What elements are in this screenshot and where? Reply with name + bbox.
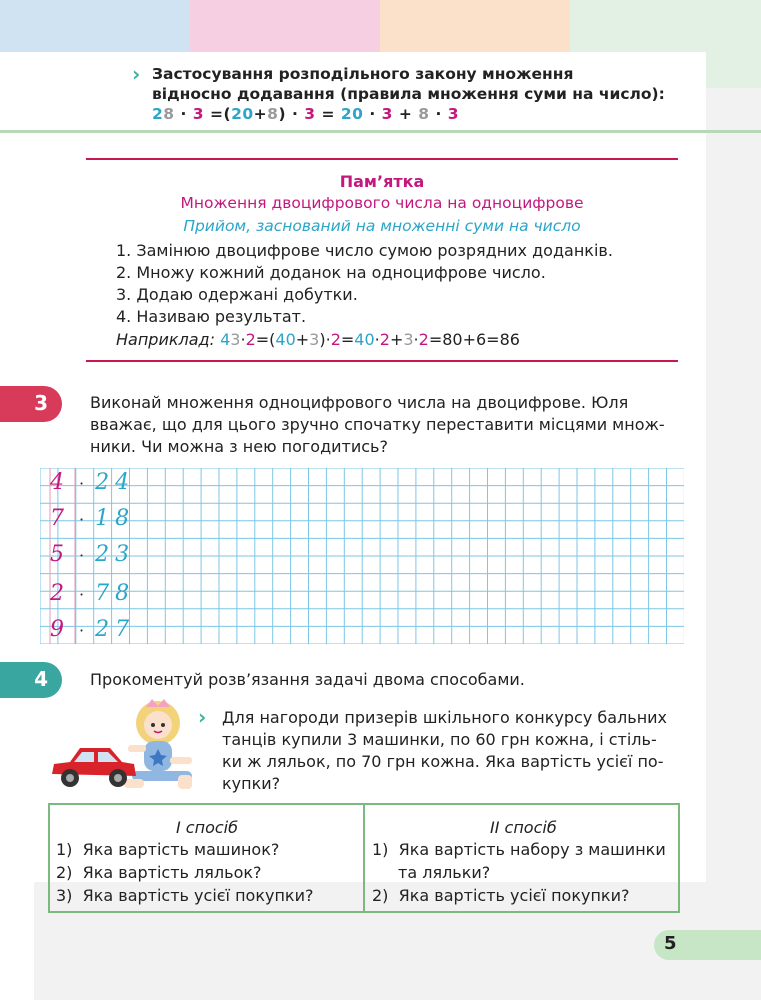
- hw-digit: 5: [50, 542, 64, 567]
- example-result: 6: [475, 330, 487, 349]
- memo-item: 2. Множу кожний доданок на одноцифрове число.: [116, 263, 546, 282]
- example-result: 80: [442, 330, 463, 349]
- example-label: Наприклад:: [116, 330, 215, 349]
- formula-digit: 20: [340, 105, 364, 123]
- problem-line: танців купили 3 машинки, по 60 грн кожна, і стіль-: [222, 730, 657, 749]
- intro-line-2: відносно додавання (правила множення суми на число):: [152, 85, 665, 103]
- example-op: =: [340, 330, 355, 349]
- formula-digit: 8: [163, 105, 175, 123]
- memo-item: 3. Додаю одержані добутки.: [116, 285, 358, 304]
- problem-line: Для нагороди призерів шкільного конкурсу бальних: [222, 708, 668, 727]
- formula-op: ): [278, 105, 287, 123]
- row-number: 1): [372, 840, 389, 859]
- page-number: 5: [664, 933, 677, 954]
- formula-digit: 2: [152, 105, 164, 123]
- memo-subtitle-2: Прийом, заснований на множенні суми на число: [183, 217, 581, 235]
- problem-text: [222, 707, 667, 795]
- example-op: =: [428, 330, 443, 349]
- row-text: Яка вартість усієї покупки?: [398, 886, 630, 905]
- example-digit: 40: [354, 330, 375, 349]
- toy-car-illustration: [48, 744, 138, 790]
- formula-digit: 3: [447, 105, 460, 123]
- method1-row: [56, 840, 279, 859]
- row-number: 3): [56, 886, 73, 905]
- hw-digit: 9: [50, 617, 64, 642]
- hw-number: 24: [95, 470, 136, 495]
- example-digit: 2: [418, 330, 429, 349]
- hw-digit: 4: [50, 470, 64, 495]
- example-op: ·: [413, 330, 419, 349]
- example-op: ·: [325, 330, 331, 349]
- row-text: Яка вартість ляльок?: [82, 863, 262, 882]
- exercise-grid: [40, 468, 684, 644]
- hw-dot: ·: [79, 546, 85, 565]
- hw-row-5: [50, 617, 135, 642]
- hw-dot: ·: [79, 621, 85, 640]
- example-op: +: [462, 330, 476, 349]
- formula-op: +: [398, 105, 413, 123]
- row-number: 2): [56, 863, 73, 882]
- formula-op: +: [253, 105, 268, 123]
- memo-top-line: [86, 158, 678, 160]
- task3-line: Виконай множення одноцифрового числа на двоцифрове. Юля: [90, 393, 629, 412]
- section-divider: [0, 130, 761, 133]
- example-digit: 3: [309, 330, 320, 349]
- hw-row-3: [50, 542, 135, 567]
- hw-number: 18: [95, 506, 136, 531]
- formula-digit: 8: [418, 105, 430, 123]
- header-band-pink: [190, 0, 380, 52]
- memo-item: 4. Називаю результат.: [116, 307, 307, 326]
- task4-text: Прокоментуй розв’язання задачі двома способами.: [90, 670, 525, 689]
- memo-example: [116, 330, 520, 349]
- memo-title: Пам’ятка: [339, 172, 425, 191]
- task-number-badge: [0, 662, 62, 698]
- hw-row-1: [50, 470, 135, 495]
- memo-bottom-line: [86, 360, 678, 362]
- formula-op: ·: [435, 105, 442, 123]
- memo-subtitle: Множення двоцифрового числа на одноцифрове: [180, 194, 584, 212]
- memo-item: 1. Замінюю двоцифрове число сумою розрядних доданків.: [116, 241, 613, 260]
- example-op: ): [319, 330, 326, 349]
- example-digit: 3: [230, 330, 241, 349]
- header-band-green: [570, 0, 761, 52]
- formula-op: =: [210, 105, 224, 123]
- row-text: Яка вартість машинок?: [82, 840, 280, 859]
- hw-dot: ·: [79, 585, 85, 604]
- hw-number: 78: [95, 581, 136, 606]
- chevron-right-icon: ›: [132, 62, 141, 86]
- page-number-tab: [654, 930, 761, 960]
- row-number: 1): [56, 840, 73, 859]
- example-op: +: [295, 330, 310, 349]
- formula-digit: 3: [192, 105, 205, 123]
- task3-line: вважає, що для цього зручно спочатку переставити місцями множ-: [90, 415, 665, 434]
- task3-text: [90, 392, 665, 458]
- problem-line: купки?: [222, 774, 281, 793]
- row-text: Яка вартість усієї покупки?: [82, 886, 314, 905]
- example-digit: 2: [379, 330, 390, 349]
- formula-op: =: [321, 105, 335, 123]
- problem-line: ки ж ляльок, по 70 грн кожна. Яка вартість усієї по-: [222, 752, 664, 771]
- task3-line: ники. Чи можна з нею погодитись?: [90, 437, 388, 456]
- hw-dot: ·: [79, 510, 85, 529]
- method2-row: [372, 886, 629, 905]
- task-number-badge: [0, 386, 62, 422]
- task-number: 4: [34, 667, 48, 691]
- example-op: ·: [374, 330, 380, 349]
- formula-op: (: [223, 105, 232, 123]
- hw-number: 23: [95, 542, 136, 567]
- example-op: +: [389, 330, 404, 349]
- example-digit: 2: [330, 330, 341, 349]
- formula-op: ·: [180, 105, 187, 123]
- example-op: =: [486, 330, 500, 349]
- formula-digit: 8: [267, 105, 279, 123]
- method2-title: ІІ спосіб: [490, 818, 557, 837]
- method1-row: [56, 886, 313, 905]
- example-digit: 40: [275, 330, 296, 349]
- example-op: ·: [240, 330, 246, 349]
- formula-digit: 3: [304, 105, 316, 123]
- hw-row-2: [50, 506, 135, 531]
- task-number: 3: [34, 391, 48, 415]
- row-text: Яка вартість набору з машинки: [398, 840, 666, 859]
- header-band-blue: [0, 0, 190, 52]
- intro-line-1: Застосування розподільного закону множення: [152, 65, 574, 83]
- hw-digit: 2: [50, 581, 64, 606]
- method2-row: [372, 840, 666, 859]
- header-band-peach: [380, 0, 570, 52]
- formula-op: ·: [291, 105, 299, 123]
- example-op: =: [255, 330, 270, 349]
- table-divider: [363, 805, 365, 911]
- example-digit: 3: [403, 330, 414, 349]
- method1-row: [56, 863, 262, 882]
- formula-digit: 3: [381, 105, 393, 123]
- example-digit: 4: [220, 330, 231, 349]
- hw-row-4: [50, 581, 135, 606]
- row-number: 2): [372, 886, 389, 905]
- intro-formula: [152, 104, 665, 124]
- method2-row-cont: та ляльки?: [398, 863, 491, 882]
- methods-table: [48, 803, 680, 913]
- hw-number: 27: [95, 617, 136, 642]
- example-op: (: [269, 330, 276, 349]
- hw-digit: 7: [50, 506, 64, 531]
- example-result: 86: [499, 330, 520, 349]
- hw-dot: ·: [79, 474, 85, 493]
- intro-text: [152, 64, 665, 124]
- example-digit: 2: [245, 330, 256, 349]
- formula-op: ·: [369, 105, 376, 123]
- chevron-right-icon: ›: [198, 705, 207, 729]
- formula-digit: 20: [231, 105, 254, 123]
- method1-title: І спосіб: [176, 818, 238, 837]
